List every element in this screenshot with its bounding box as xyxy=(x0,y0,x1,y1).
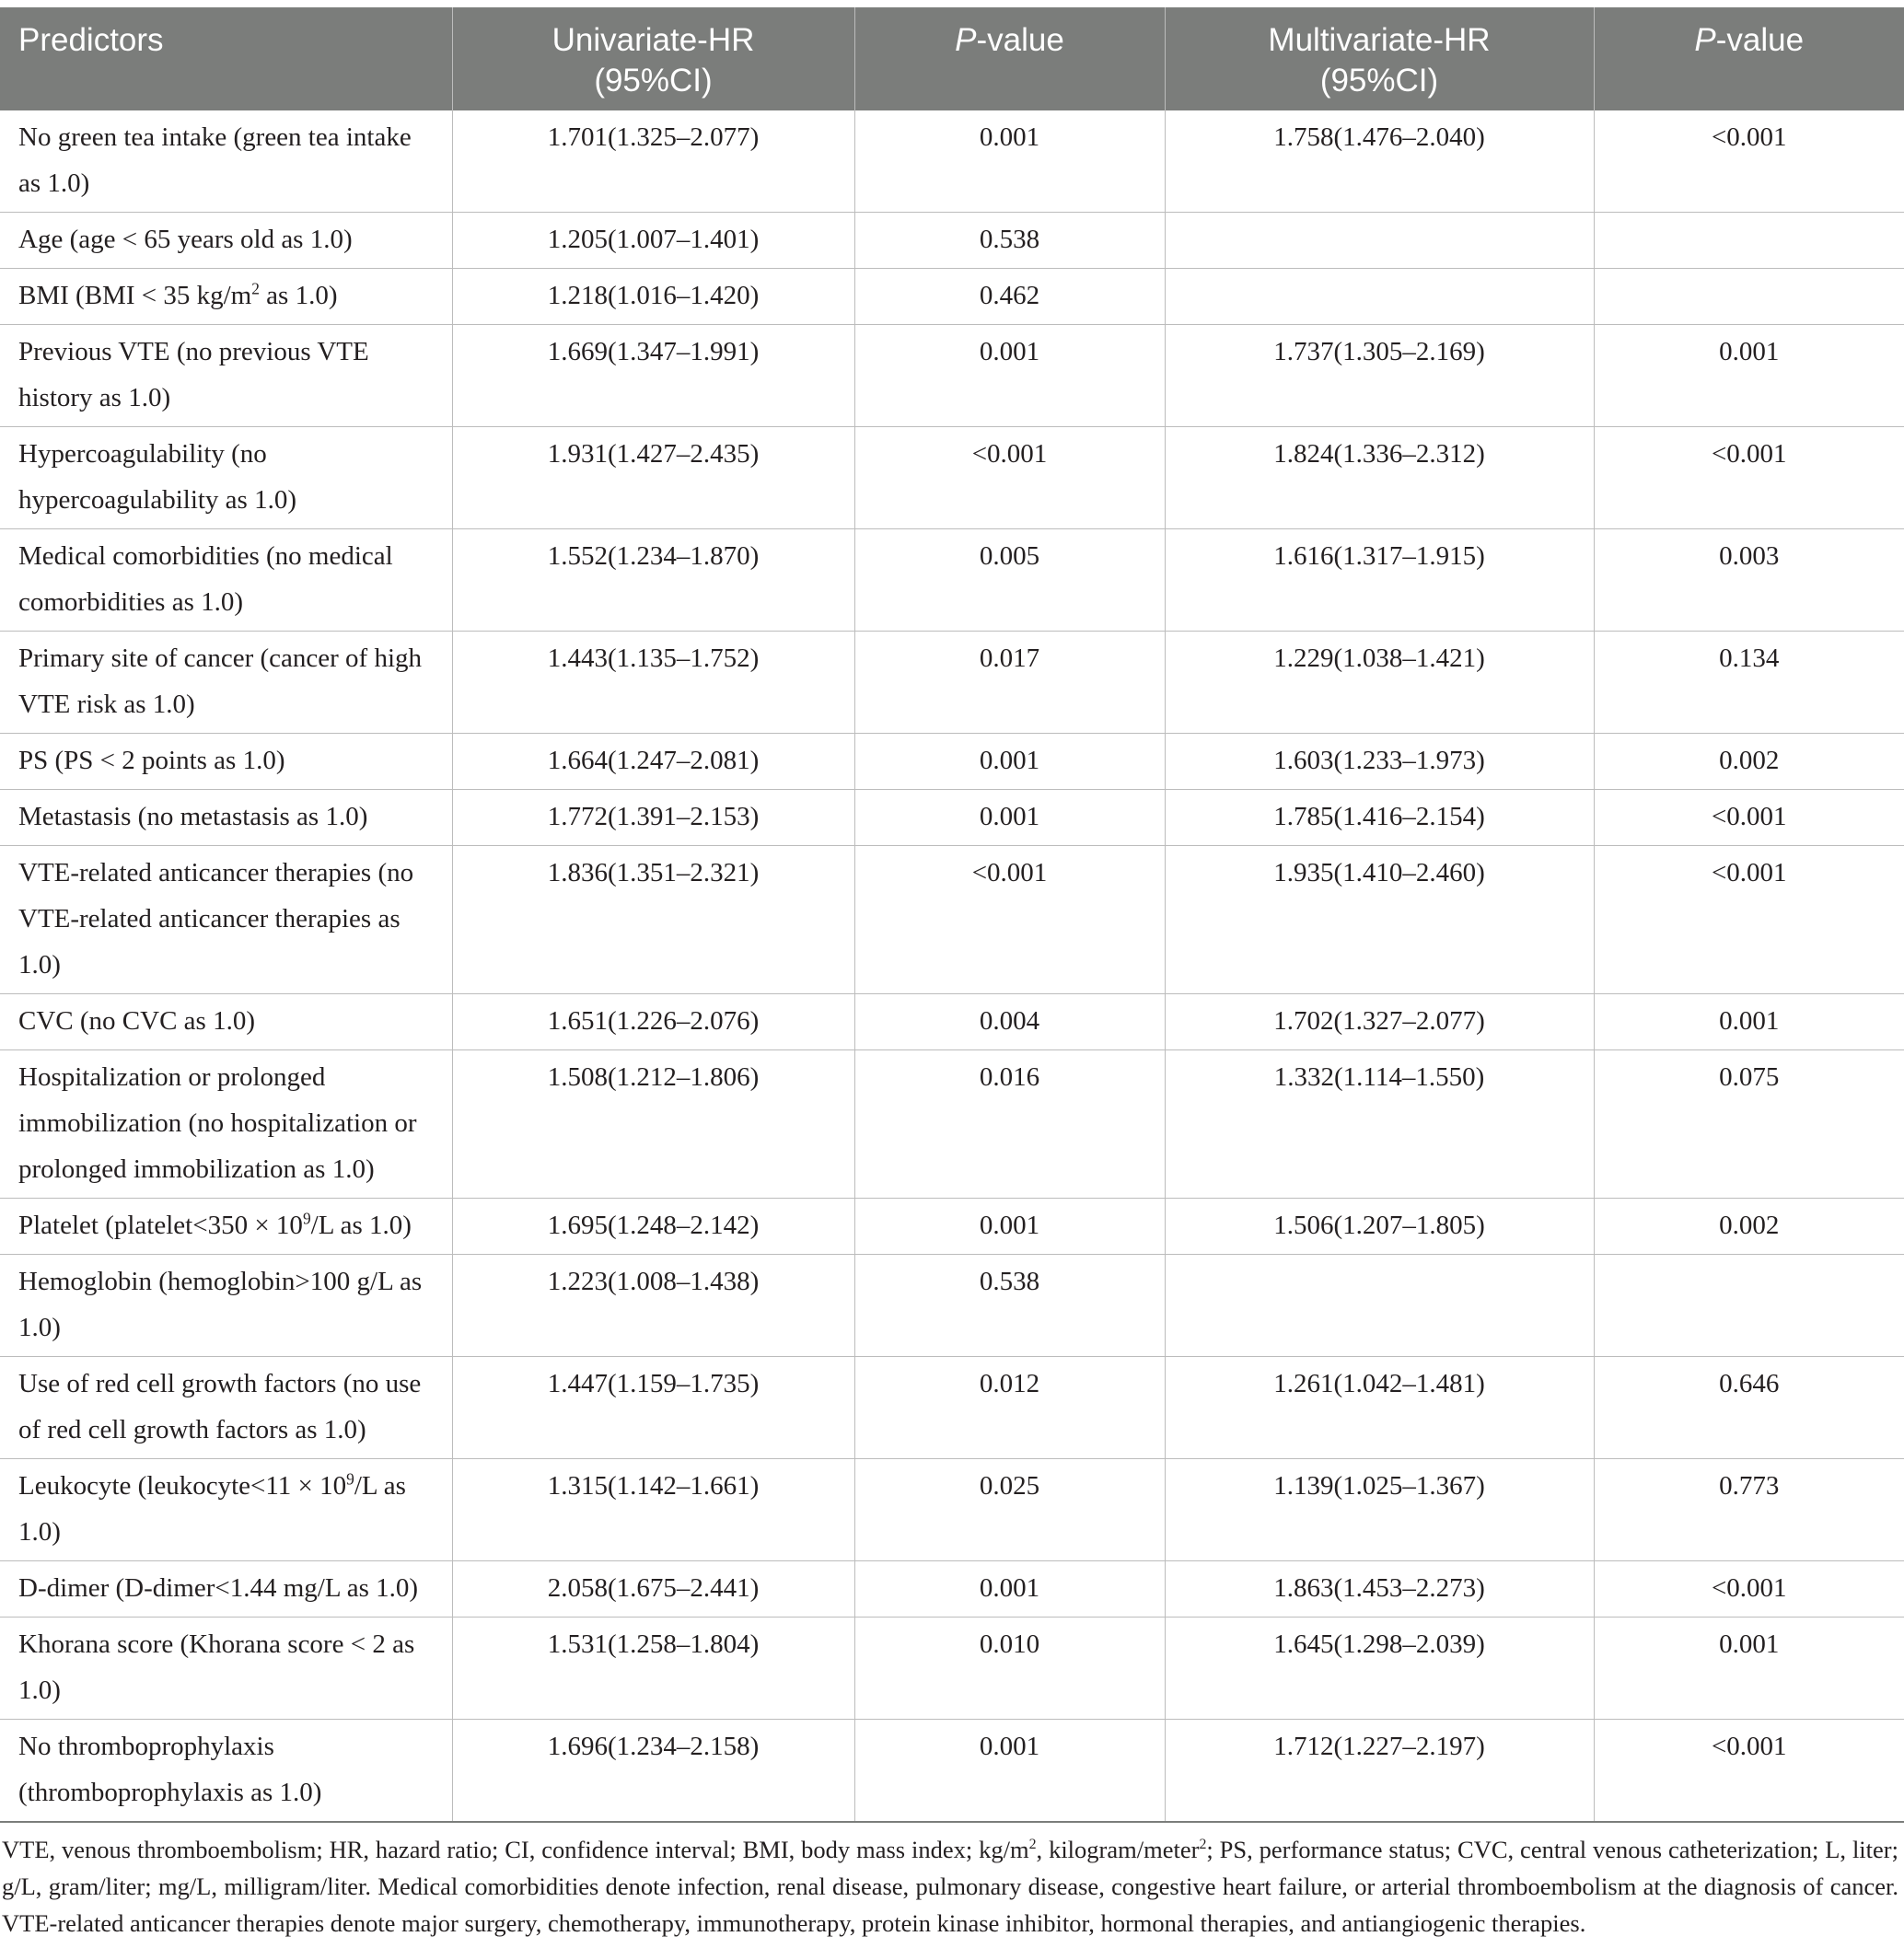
table-row xyxy=(0,1720,1904,1823)
multivariate-hr-cell: 1.645(1.298–2.039) xyxy=(1165,1618,1594,1720)
univariate-hr-cell: 1.651(1.226–2.076) xyxy=(452,994,854,1050)
univariate-p-cell: 0.462 xyxy=(854,269,1165,325)
table-row xyxy=(0,846,1904,994)
predictor-cell: Khorana score (Khorana score < 2 as 1.0) xyxy=(0,1618,452,1720)
footnote-text-3: ; PS, performance status; CVC, central venous catheterization; L, liter; g/L, gram/liter; mg/L, milligram/liter. Medical comorbidities denote infection, renal disease, pulmonary disease, congestive heart failure, or arterial thromboembolism at the diagnosis of cancer. VTE-related anticancer therapies denote major surgery, chemotherapy, immunotherapy, protein kinase inhibitor, hormonal therapies, and antiangiogenic therapies. xyxy=(2,1836,1898,1937)
multivariate-p-cell: <0.001 xyxy=(1594,1720,1904,1823)
multivariate-p-cell: <0.001 xyxy=(1594,110,1904,213)
predictor-text-end: /L as 1.0) xyxy=(18,1471,406,1547)
univariate-p-cell: 0.001 xyxy=(854,110,1165,213)
predictor-superscript: 9 xyxy=(346,1469,354,1489)
footnote-superscript-2: 2 xyxy=(1199,1837,1207,1853)
predictor-cell xyxy=(0,1199,452,1255)
univariate-hr-cell: 1.664(1.247–2.081) xyxy=(452,734,854,790)
multivariate-p-cell: <0.001 xyxy=(1594,790,1904,846)
multivariate-p-cell xyxy=(1594,213,1904,269)
table-row xyxy=(0,325,1904,427)
multivariate-hr-cell xyxy=(1165,269,1594,325)
header-multivariate-hr xyxy=(1165,7,1594,110)
predictor-text-end: /L as 1.0) xyxy=(310,1211,412,1240)
predictor-cell: Use of red cell growth factors (no use of red cell growth factors as 1.0) xyxy=(0,1357,452,1459)
table-row xyxy=(0,269,1904,325)
table-row xyxy=(0,1618,1904,1720)
table-row xyxy=(0,427,1904,529)
predictor-cell: Hospitalization or prolonged immobilization (no hospitalization or prolonged immobilization as 1.0) xyxy=(0,1050,452,1199)
multivariate-p-cell: 0.002 xyxy=(1594,1199,1904,1255)
header-univariate-hr xyxy=(452,7,854,110)
univariate-hr-cell: 1.695(1.248–2.142) xyxy=(452,1199,854,1255)
univariate-hr-cell: 2.058(1.675–2.441) xyxy=(452,1561,854,1618)
univariate-hr-cell: 1.772(1.391–2.153) xyxy=(452,790,854,846)
univariate-p-cell: 0.001 xyxy=(854,1561,1165,1618)
predictor-superscript: 2 xyxy=(251,279,260,298)
multivariate-p-cell: <0.001 xyxy=(1594,1561,1904,1618)
univariate-p-cell: 0.001 xyxy=(854,1199,1165,1255)
multivariate-hr-cell: 1.261(1.042–1.481) xyxy=(1165,1357,1594,1459)
predictor-cell: Previous VTE (no previous VTE history as 1.0) xyxy=(0,325,452,427)
predictor-cell: D-dimer (D-dimer<1.44 mg/L as 1.0) xyxy=(0,1561,452,1618)
table-row xyxy=(0,1561,1904,1618)
footnote-text-2: , kilogram/meter xyxy=(1036,1836,1200,1863)
hazard-ratio-table xyxy=(0,7,1904,1823)
multivariate-p-cell: 0.646 xyxy=(1594,1357,1904,1459)
predictor-cell: No green tea intake (green tea intake as 1.0) xyxy=(0,110,452,213)
multivariate-hr-cell: 1.712(1.227–2.197) xyxy=(1165,1720,1594,1823)
predictor-cell: Hypercoagulability (no hypercoagulability as 1.0) xyxy=(0,427,452,529)
predictor-text-end: as 1.0) xyxy=(259,281,338,310)
header-multivariate-p-italic: P xyxy=(1694,22,1716,58)
table-row xyxy=(0,1255,1904,1357)
header-multivariate-p xyxy=(1594,7,1904,110)
table-row xyxy=(0,790,1904,846)
table-row xyxy=(0,1050,1904,1199)
multivariate-hr-cell: 1.332(1.114–1.550) xyxy=(1165,1050,1594,1199)
univariate-p-cell: 0.001 xyxy=(854,790,1165,846)
univariate-p-cell: 0.005 xyxy=(854,529,1165,632)
univariate-hr-cell: 1.315(1.142–1.661) xyxy=(452,1459,854,1561)
univariate-hr-cell: 1.552(1.234–1.870) xyxy=(452,529,854,632)
univariate-hr-cell: 1.669(1.347–1.991) xyxy=(452,325,854,427)
multivariate-hr-cell: 1.935(1.410–2.460) xyxy=(1165,846,1594,994)
multivariate-p-cell: <0.001 xyxy=(1594,427,1904,529)
predictor-cell: Metastasis (no metastasis as 1.0) xyxy=(0,790,452,846)
multivariate-p-cell: 0.002 xyxy=(1594,734,1904,790)
univariate-hr-cell: 1.508(1.212–1.806) xyxy=(452,1050,854,1199)
multivariate-hr-cell: 1.603(1.233–1.973) xyxy=(1165,734,1594,790)
univariate-p-cell: 0.010 xyxy=(854,1618,1165,1720)
multivariate-hr-cell: 1.139(1.025–1.367) xyxy=(1165,1459,1594,1561)
hazard-ratio-table-container xyxy=(0,7,1904,1823)
table-row xyxy=(0,632,1904,734)
multivariate-hr-cell: 1.702(1.327–2.077) xyxy=(1165,994,1594,1050)
univariate-p-cell: 0.001 xyxy=(854,1720,1165,1823)
predictor-cell: Hemoglobin (hemoglobin>100 g/L as 1.0) xyxy=(0,1255,452,1357)
table-row xyxy=(0,529,1904,632)
footnote-superscript-1: 2 xyxy=(1028,1837,1037,1853)
univariate-hr-cell: 1.696(1.234–2.158) xyxy=(452,1720,854,1823)
multivariate-p-cell xyxy=(1594,269,1904,325)
multivariate-p-cell: 0.001 xyxy=(1594,994,1904,1050)
univariate-hr-cell: 1.205(1.007–1.401) xyxy=(452,213,854,269)
univariate-p-cell: 0.016 xyxy=(854,1050,1165,1199)
table-row xyxy=(0,1459,1904,1561)
header-univariate-hr-line1: Univariate-HR xyxy=(551,22,755,58)
predictor-cell: Age (age < 65 years old as 1.0) xyxy=(0,213,452,269)
table-row xyxy=(0,1357,1904,1459)
header-multivariate-hr-line2: (95%CI) xyxy=(1319,63,1439,99)
univariate-p-cell: 0.001 xyxy=(854,734,1165,790)
univariate-hr-cell: 1.931(1.427–2.435) xyxy=(452,427,854,529)
predictor-superscript: 9 xyxy=(302,1209,311,1228)
header-univariate-hr-line2: (95%CI) xyxy=(594,63,713,99)
univariate-hr-cell: 1.223(1.008–1.438) xyxy=(452,1255,854,1357)
multivariate-hr-cell: 1.229(1.038–1.421) xyxy=(1165,632,1594,734)
predictor-text: BMI (BMI < 35 kg/m xyxy=(18,281,252,310)
header-multivariate-p-rest: -value xyxy=(1715,22,1805,58)
header-univariate-p-italic: P xyxy=(955,22,977,58)
predictor-text: Leukocyte (leukocyte<11 × 10 xyxy=(18,1471,347,1501)
univariate-p-cell: 0.538 xyxy=(854,213,1165,269)
predictor-cell: VTE-related anticancer therapies (no VTE-related anticancer therapies as 1.0) xyxy=(0,846,452,994)
multivariate-p-cell: 0.134 xyxy=(1594,632,1904,734)
table-header xyxy=(0,7,1904,110)
multivariate-p-cell: 0.001 xyxy=(1594,325,1904,427)
univariate-p-cell: <0.001 xyxy=(854,427,1165,529)
multivariate-hr-cell: 1.506(1.207–1.805) xyxy=(1165,1199,1594,1255)
univariate-hr-cell: 1.701(1.325–2.077) xyxy=(452,110,854,213)
multivariate-hr-cell: 1.824(1.336–2.312) xyxy=(1165,427,1594,529)
table-body xyxy=(0,110,1904,1822)
table-row xyxy=(0,734,1904,790)
table-footnote xyxy=(2,1831,1898,1942)
univariate-p-cell: 0.004 xyxy=(854,994,1165,1050)
predictor-text: Platelet (platelet<350 × 10 xyxy=(18,1211,303,1240)
multivariate-p-cell: 0.075 xyxy=(1594,1050,1904,1199)
multivariate-p-cell: <0.001 xyxy=(1594,846,1904,994)
univariate-hr-cell: 1.443(1.135–1.752) xyxy=(452,632,854,734)
univariate-p-cell: <0.001 xyxy=(854,846,1165,994)
univariate-p-cell: 0.012 xyxy=(854,1357,1165,1459)
predictor-cell: No thromboprophylaxis (thromboprophylaxis as 1.0) xyxy=(0,1720,452,1823)
multivariate-p-cell: 0.773 xyxy=(1594,1459,1904,1561)
predictor-cell xyxy=(0,269,452,325)
univariate-p-cell: 0.538 xyxy=(854,1255,1165,1357)
univariate-hr-cell: 1.836(1.351–2.321) xyxy=(452,846,854,994)
table-row xyxy=(0,110,1904,213)
predictor-cell: PS (PS < 2 points as 1.0) xyxy=(0,734,452,790)
multivariate-p-cell: 0.003 xyxy=(1594,529,1904,632)
predictor-cell: Primary site of cancer (cancer of high VTE risk as 1.0) xyxy=(0,632,452,734)
predictor-cell: CVC (no CVC as 1.0) xyxy=(0,994,452,1050)
univariate-p-cell: 0.017 xyxy=(854,632,1165,734)
multivariate-hr-cell: 1.758(1.476–2.040) xyxy=(1165,110,1594,213)
header-multivariate-hr-line1: Multivariate-HR xyxy=(1268,22,1491,58)
header-univariate-p-rest: -value xyxy=(976,22,1064,58)
table-row xyxy=(0,994,1904,1050)
multivariate-hr-cell xyxy=(1165,213,1594,269)
multivariate-hr-cell xyxy=(1165,1255,1594,1357)
univariate-p-cell: 0.001 xyxy=(854,325,1165,427)
header-row xyxy=(0,7,1904,110)
table-row xyxy=(0,213,1904,269)
header-univariate-p xyxy=(854,7,1165,110)
footnote-text-1: VTE, venous thromboembolism; HR, hazard ratio; CI, confidence interval; BMI, body mass index; kg/m xyxy=(2,1836,1029,1863)
header-predictors xyxy=(0,7,452,110)
multivariate-hr-cell: 1.616(1.317–1.915) xyxy=(1165,529,1594,632)
predictor-cell: Medical comorbidities (no medical comorbidities as 1.0) xyxy=(0,529,452,632)
univariate-p-cell: 0.025 xyxy=(854,1459,1165,1561)
multivariate-hr-cell: 1.785(1.416–2.154) xyxy=(1165,790,1594,846)
univariate-hr-cell: 1.218(1.016–1.420) xyxy=(452,269,854,325)
univariate-hr-cell: 1.447(1.159–1.735) xyxy=(452,1357,854,1459)
multivariate-p-cell xyxy=(1594,1255,1904,1357)
multivariate-p-cell: 0.001 xyxy=(1594,1618,1904,1720)
univariate-hr-cell: 1.531(1.258–1.804) xyxy=(452,1618,854,1720)
multivariate-hr-cell: 1.737(1.305–2.169) xyxy=(1165,325,1594,427)
multivariate-hr-cell: 1.863(1.453–2.273) xyxy=(1165,1561,1594,1618)
header-predictors-label: Predictors xyxy=(18,22,164,58)
table-row xyxy=(0,1199,1904,1255)
predictor-cell xyxy=(0,1459,452,1561)
